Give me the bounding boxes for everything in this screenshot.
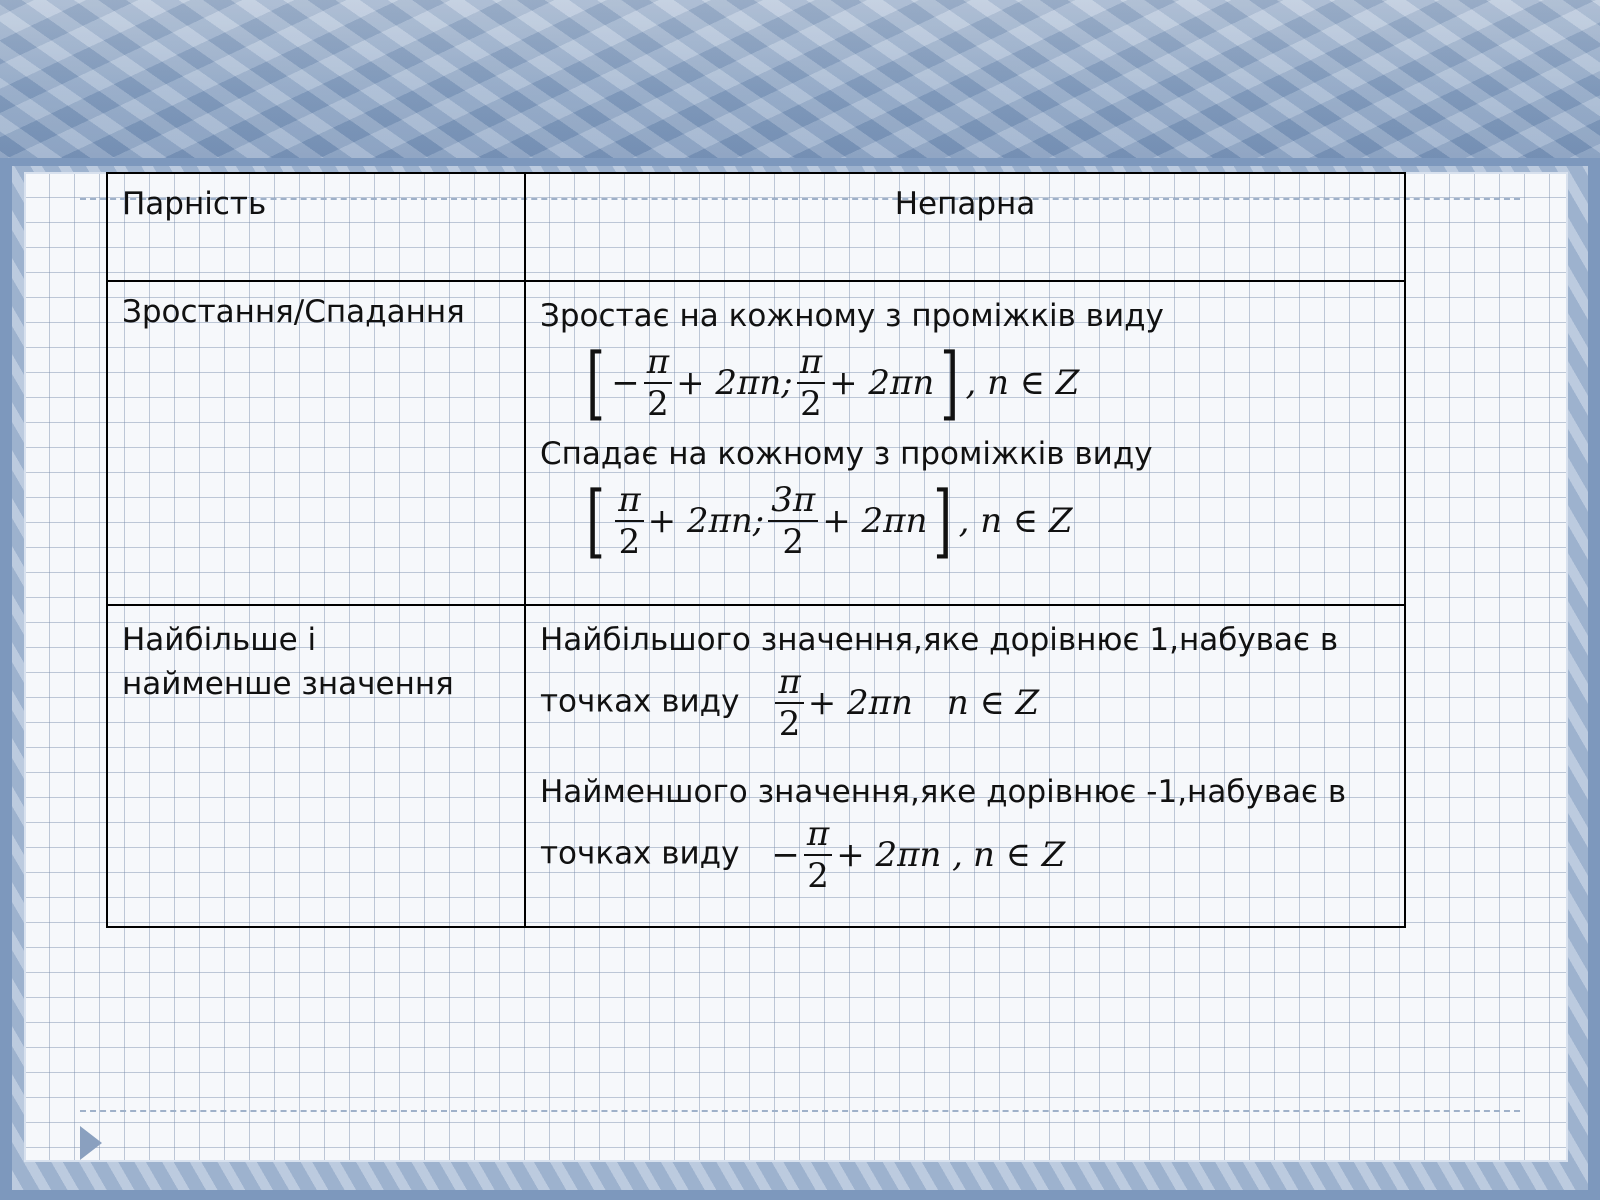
decrease-interval-formula: [ $\frac{\pi}{2}$ + 2πn; $\frac{3\pi}{2}$ + 2πn ] , n ∈ Z <box>586 474 1073 567</box>
function-properties-table <box>106 172 1406 928</box>
decrease-text: Спадає на кожному з проміжків виду <box>540 436 1153 472</box>
max-text-line2: точках виду $\frac{\pi}{2}$ + 2πn n ∈ Z <box>540 662 1040 744</box>
monotonicity-value-cell <box>525 281 1405 605</box>
monotonicity-label-cell <box>107 281 525 605</box>
extrema-value-cell <box>525 605 1405 927</box>
increase-interval-formula: [ − $\frac{\pi}{2}$ + 2πn; $\frac{\pi}{2}$ + 2πn ] , n ∈ Z <box>586 336 1080 429</box>
parity-value-cell <box>525 173 1405 281</box>
min-text-line2: точках виду − $\frac{\pi}{2}$ + 2πn , n ∈ Z <box>540 814 1066 896</box>
bottom-dashed-divider <box>80 1110 1520 1112</box>
max-text-line1: Найбільшого значення,яке дорівнює 1,набуває в <box>540 622 1339 658</box>
parity-label-cell <box>107 173 525 281</box>
max-points-formula: $\frac{\pi}{2}$ + 2πn n ∈ Z <box>771 662 1039 744</box>
slide-header-banner <box>0 0 1600 168</box>
min-text-line1: Найменшого значення,яке дорівнює -1,набуває в <box>540 774 1347 810</box>
extrema-label-cell <box>107 605 525 927</box>
table-row-parity <box>107 173 1405 281</box>
parity-value: Непарна <box>894 186 1036 222</box>
monotonicity-label: Зростання/Спадання <box>122 294 465 330</box>
extrema-label-line1: Найбільше і <box>122 622 317 658</box>
parity-label: Парність <box>122 186 267 222</box>
increase-text: Зростає на кожному з проміжків виду <box>540 298 1164 334</box>
extrema-label-line2: найменше значення <box>122 666 454 702</box>
table-row-extrema <box>107 605 1405 927</box>
min-points-formula: − $\frac{\pi}{2}$ + 2πn , n ∈ Z <box>771 814 1066 896</box>
table-row-monotonicity <box>107 281 1405 605</box>
next-slide-arrow-icon[interactable] <box>80 1126 102 1160</box>
